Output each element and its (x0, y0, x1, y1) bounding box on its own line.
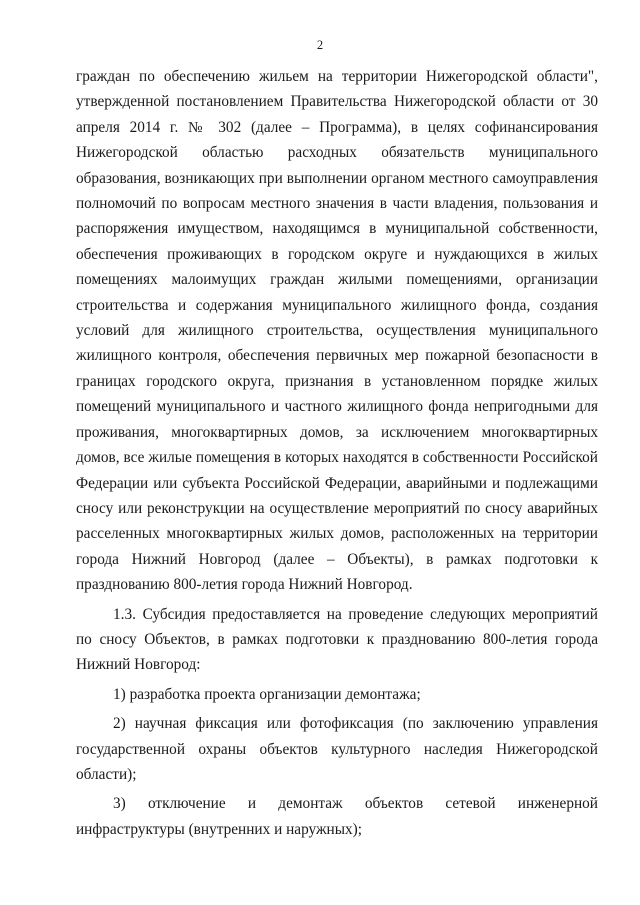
list-item-1: 1) разработка проекта организации демонтажа; (113, 685, 421, 703)
list-item-2: 2) научная фиксация или фотофиксация (по заключению управления государственной охраны объектов культурного наследия Нижегородской области); (76, 715, 598, 783)
list-item-3: 3) отключение и демонтаж объектов сетевой инженерной инфраструктуры (внутренних и наружных); (76, 795, 598, 838)
paragraph-1-3: 1.3. Субсидия предоставляется на проведение следующих мероприятий по сносу Объектов, в рамках подготовки к празднованию 800-летия города Нижний Новгород: (76, 605, 598, 674)
paragraph-continuation: граждан по обеспечению жильем на территории Нижегородской области", утвержденной постановлением Правительства Нижегородской области от 30 апреля 2014 г. № 302 (далее – Программа), в целях софинансирования Нижегородской областью расходных обязательств муниципального образования, возникающих при выполнении органом местного самоуправления полномочий по вопросам местного значения в части владения, пользования и распоряжения имуществом, находящимся в муниципальной собственности, обеспечения проживающих в городском округе и нуждающихся в жилых помещениях малоимущих граждан жилыми помещениями, организации строительства и содержания муниципального жилищного фонда, создания условий для жилищного строительства, осуществления муниципального жилищного контроля, обеспечения первичных мер пожарной безопасности в границах городского округа, признания в установленном порядке жилых помещений муниципального и частного жилищного фонда непригодными для проживания, многоквартирных домов, за исключением многоквартирных домов, все жилые помещения в которых находятся в собственности Российской Федерации или субъекта Российской Федерации, аварийными и подлежащими сносу или реконструкции на осуществление мероприятий по сносу аварийных расселенных многоквартирных жилых домов, расположенных на территории города Нижний Новгород (далее – Объекты), в рамках подготовки к празднованию 800-летия города Нижний Новгород. (76, 68, 598, 594)
document-body (76, 64, 598, 842)
page-number: 2 (316, 38, 324, 52)
